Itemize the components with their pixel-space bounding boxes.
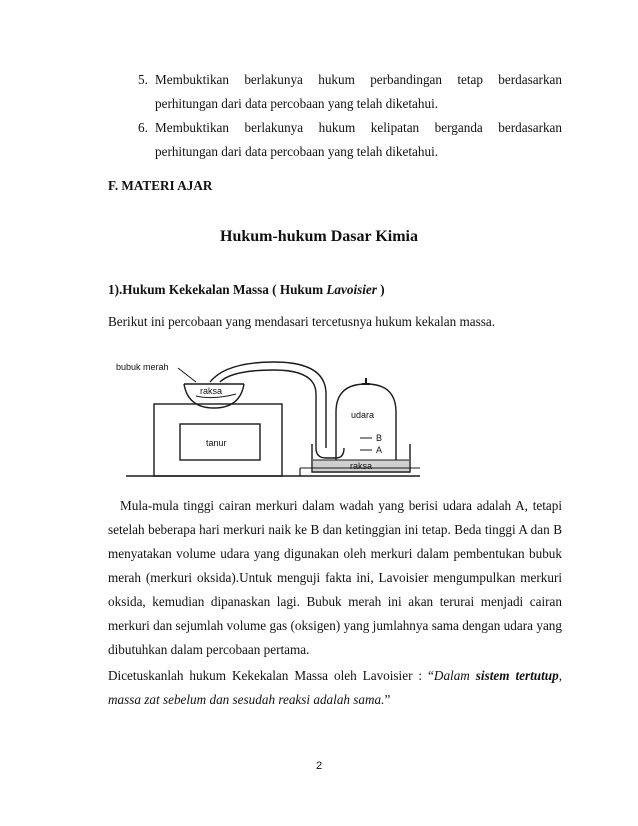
objective-item-5 — [138, 68, 562, 116]
page-number: 2 — [315, 760, 323, 772]
bell-jar — [336, 384, 396, 470]
sub-heading — [108, 282, 385, 298]
label-mark-a: A — [376, 445, 383, 455]
paragraph-2-lead: Dicetuskanlah hukum Kekekalan Massa oleh Lavoisier : “ — [108, 668, 434, 683]
paragraph-1-text: Mula-mula tinggi cairan merkuri dalam wadah yang berisi udara adalah A, tetapi setelah beberapa hari merkuri naik ke B dan ketinggian ini tetap. Beda tinggi A dan B menyatakan volume udara yang digunakan oleh merkuri dalam pembentukan bubuk merah (merkuri oksida).Untuk menguji fakta ini, Lavoisier mengumpulkan merkuri oksida, kemudian dipanaskan lagi. Bubuk merah ini akan terurai menjadi cairan merkuri dan sejumlah volume gas (oksigen) yang jumlahnya sama dengan udara yang dibutuhkan dalam percobaan pertama. — [108, 498, 562, 657]
objective-item-6 — [138, 116, 562, 164]
section-heading: F. MATERI AJAR — [108, 178, 213, 193]
objective-text: Membuktikan berlakunya hukum kelipatan berganda berdasarkan perhitungan dari data percobaan yang telah diketahui. — [155, 120, 562, 159]
paragraph-2-emphasis: sistem tertutup — [475, 668, 559, 683]
sub-heading-prefix: 1).Hukum Kekekalan Massa ( Hukum — [108, 282, 327, 297]
label-mercury-left: raksa — [200, 386, 223, 396]
label-mercury-right: raksa — [350, 461, 373, 471]
retort-neck-outer — [210, 362, 326, 448]
label-air: udara — [351, 410, 375, 420]
paragraph-1 — [108, 494, 562, 662]
sub-heading-name: Lavoisier — [326, 282, 377, 297]
label-red-powder: bubuk merah — [116, 362, 169, 372]
paragraph-2-quote-end: , massa zat sebelum dan sesudah reaksi adalah sama. — [108, 668, 562, 707]
lavoisier-apparatus-figure — [114, 352, 434, 486]
tube-bend — [316, 448, 344, 458]
retort-neck-inner — [220, 370, 316, 448]
list-number: 5. — [138, 72, 148, 87]
label-mark-b: B — [376, 433, 383, 443]
intro-text: Berikut ini percobaan yang mendasari tercetusnya hukum kekalan massa. — [108, 314, 496, 329]
paragraph-2-closing: ” — [384, 692, 391, 707]
objective-text: Membuktikan berlakunya hukum perbandingan tetap berdasarkan perhitungan dari data percobaan yang telah diketahui. — [155, 72, 562, 111]
paragraph-2 — [108, 664, 562, 712]
sub-heading-suffix: ) — [376, 282, 385, 297]
list-number: 6. — [138, 120, 148, 135]
paragraph-2-quote-start: Dalam — [433, 668, 476, 683]
label-furnace: tanur — [206, 438, 227, 448]
label-leader — [178, 368, 196, 382]
page-title: Hukum-hukum Dasar Kimia — [220, 228, 418, 245]
